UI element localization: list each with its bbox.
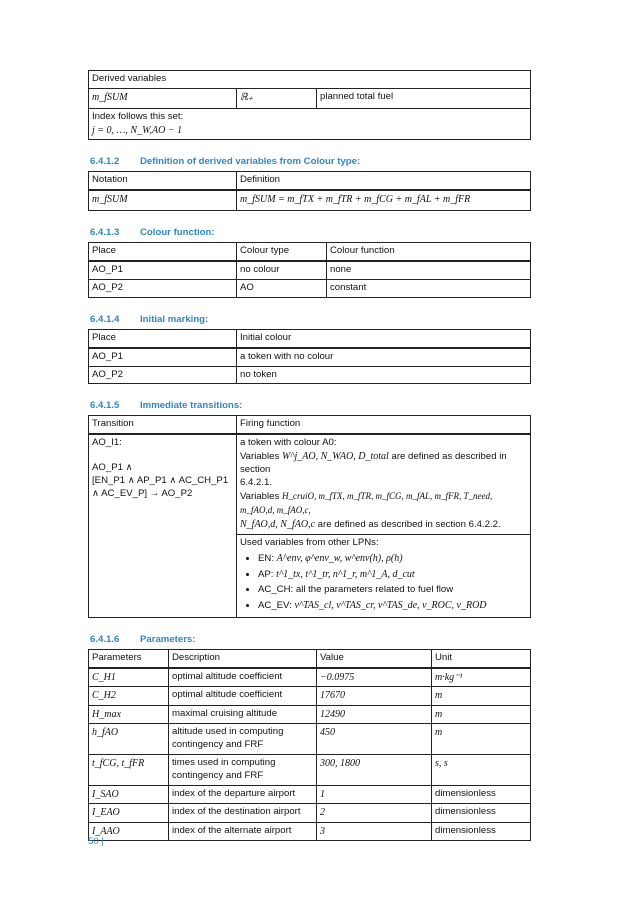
unit-cell: m [432,687,531,706]
lpn-variables: v^TAS_cl, v^TAS_cr, v^TAS_de, v_ROC, v_ROD [294,599,487,611]
transition-condition: AO_P1 ∧ [92,462,133,474]
description-cell: altitude used in computing contingency and FRF [169,724,317,755]
table-row [89,754,531,785]
column-header: Definition [237,172,531,190]
lpn-variables: t^1_tx, t^1_tr, n^1_r, m^1_A, d_cut [276,568,415,580]
firing-text: 6.4.2.1. [240,477,273,489]
table-cell: AO_P2 [89,366,237,384]
value-cell: 12490 [317,705,432,724]
derived-variable-domain: ℝ₊ [237,88,317,108]
column-header: Colour type [237,242,327,260]
transition-name: AO_I1: [92,437,122,449]
firing-text-line [240,450,527,477]
lpn-name: AC_EV: [258,599,292,611]
description-cell: index of the destination airport [169,804,317,823]
lpn-name: AP: [258,568,274,580]
lpn-variables: all the parameters related to fuel flow [295,583,454,595]
table-row [89,822,531,841]
column-header: Place [89,329,237,347]
section-heading-6415 [90,400,530,411]
firing-math: N_fAO,d, N_fAO,c [240,519,315,530]
column-header: Firing function [237,416,531,434]
firing-text: are defined as described in section 6.4.2.2. [317,519,501,530]
list-item [258,552,527,566]
transition-cell [89,434,237,617]
table-row [89,785,531,804]
table-row [89,804,531,823]
list-item [258,568,527,582]
table-cell: AO [237,279,327,297]
parameter-cell: C_H1 [89,668,169,687]
firing-text: Variables [240,491,280,503]
value-cell: 2 [317,804,432,823]
description-cell: maximal cruising altitude [169,705,317,724]
section-title: Colour function: [140,226,215,238]
unit-cell: m [432,724,531,755]
parameter-cell: C_H2 [89,687,169,706]
lpn-name: AC_CH: [258,583,294,595]
description-cell: index of the departure airport [169,785,317,804]
parameter-cell: h_fAO [89,724,169,755]
value-cell: 450 [317,724,432,755]
table-row [89,687,531,706]
transition-condition: ∧ AC_EV_P] → AO_P2 [92,488,193,500]
table-cell: a token with no colour [237,348,531,366]
description-cell: optimal altitude coefficient [169,668,317,687]
table-cell: AO_P1 [89,348,237,366]
value-cell: 17670 [317,687,432,706]
index-set-label: Index follows this set: [92,110,184,122]
section-title: Definition of derived variables from Colour type: [140,156,361,168]
notation-cell: m_fSUM [89,190,237,210]
definition-cell: m_fSUM = m_fTX + m_fTR + m_fCG + m_fAL + m_fFR [237,190,531,210]
value-cell: −0.0975 [317,668,432,687]
firing-text: a token with colour A0: [240,437,337,449]
section-number: 6.4.1.2 [90,156,120,168]
used-variables-list [240,552,527,613]
lpn-name: EN: [258,552,274,564]
firing-text: are defined as described in section [240,451,507,476]
list-item [258,584,527,597]
section-title: Parameters: [140,633,196,645]
description-cell: optimal altitude coefficient [169,687,317,706]
page-number: 50 | [88,836,104,847]
firing-math: H_cruiO, m_fTX, m_fTR, m_fCG, m_fAL, m_fFR, T_need, m_fAO,d, m_fAO,c, [240,491,493,516]
firing-text-line [240,490,527,518]
section-title: Initial marking: [140,313,209,325]
index-set-expression: j = 0, …, N_W,AO − 1 [92,124,183,136]
section-heading-6414 [90,314,530,325]
used-variables-cell [237,534,531,617]
parameter-cell: I_EAO [89,804,169,823]
table-cell: no colour [237,261,327,279]
column-header: Notation [89,172,237,190]
firing-function-cell [237,434,531,534]
table-row [89,261,531,279]
column-header: Transition [89,416,237,434]
firing-text-line [240,518,527,532]
table-row [89,668,531,687]
colour-function-table [88,242,531,298]
parameter-cell: H_max [89,705,169,724]
table-cell: none [327,261,531,279]
column-header: Parameters [89,649,169,667]
derived-definition-table [88,171,531,210]
derived-variables-header: Derived variables [89,71,531,89]
parameter-cell: t_fCG, t_fFR [89,754,169,785]
transition-condition: [EN_P1 ∧ AP_P1 ∧ AC_CH_P1 [92,475,229,487]
derived-variable-description: planned total fuel [317,88,531,108]
table-row [89,366,531,384]
table-cell: AO_P1 [89,261,237,279]
unit-cell: m·kg⁻¹ [432,668,531,687]
unit-cell: dimensionless [432,822,531,841]
unit-cell: m [432,705,531,724]
section-title: Immediate transitions: [140,400,243,412]
firing-text: Variables [240,451,280,463]
column-header: Unit [432,649,531,667]
used-variables-label: Used variables from other LPNs: [240,536,379,548]
unit-cell: dimensionless [432,785,531,804]
value-cell: 3 [317,822,432,841]
table-row [89,348,531,366]
parameters-table [88,649,531,842]
derived-variables-table [88,70,531,140]
table-cell: AO_P2 [89,279,237,297]
document-page [88,70,530,841]
initial-marking-table [88,329,531,385]
column-header: Initial colour [237,329,531,347]
value-cell: 300, 1800 [317,754,432,785]
table-row [89,434,531,534]
description-cell: times used in computing contingency and FRF [169,754,317,785]
section-number: 6.4.1.4 [90,313,120,325]
column-header: Value [317,649,432,667]
column-header: Colour function [327,242,531,260]
section-heading-6413 [90,227,530,238]
parameter-cell: I_SAO [89,785,169,804]
table-row [89,279,531,297]
column-header: Place [89,242,237,260]
section-heading-6412 [90,156,530,167]
derived-variable-name: m_fSUM [89,88,237,108]
section-number: 6.4.1.6 [90,633,120,645]
unit-cell: dimensionless [432,804,531,823]
section-number: 6.4.1.5 [90,400,120,412]
parameter-cell: I_AAO [89,822,169,841]
firing-math: W^j_AO, N_WAO, D_total [281,451,389,463]
section-number: 6.4.1.3 [90,226,120,238]
lpn-variables: A^env, φ^env_w, w^env(h), ρ(h) [276,552,403,564]
index-set-cell [89,108,531,139]
column-header: Description [169,649,317,667]
table-row [89,724,531,755]
value-cell: 1 [317,785,432,804]
immediate-transitions-table [88,415,531,617]
table-cell: no token [237,366,531,384]
list-item [258,599,527,613]
description-cell: index of the alternate airport [169,822,317,841]
table-row [89,705,531,724]
unit-cell: s, s [432,754,531,785]
table-cell: constant [327,279,531,297]
section-heading-6416 [90,634,530,645]
